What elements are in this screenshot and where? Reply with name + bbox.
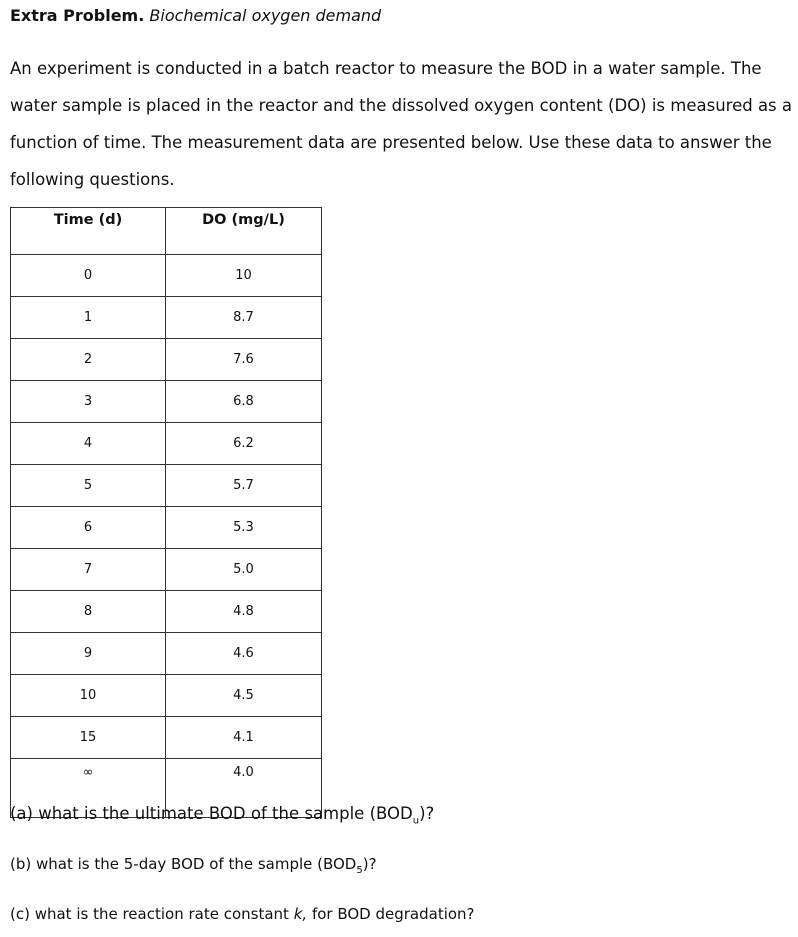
question-a-subscript: u [412,815,420,827]
table-row [11,675,322,717]
time-cell: 3 [11,381,166,423]
question-c [10,903,475,925]
question-a-text: (a) what is the ultimate BOD of the sample (BOD [10,804,413,823]
question-b-end: )? [362,855,377,873]
problem-statement [10,50,793,198]
time-cell: 6 [11,507,166,549]
table-header-row [11,208,322,255]
problem-topic: Biochemical oxygen demand [149,6,382,25]
problem-title [10,6,381,26]
do-cell: 7.6 [166,339,322,381]
do-cell: 4.6 [166,633,322,675]
time-cell: 9 [11,633,166,675]
do-cell: 8.7 [166,297,322,339]
do-cell: 6.8 [166,381,322,423]
do-cell: 4.1 [166,717,322,759]
problem-label: Extra Problem. [10,6,145,25]
do-cell: 10 [166,255,322,297]
question-a [10,803,434,832]
time-cell: 1 [11,297,166,339]
time-cell: 2 [11,339,166,381]
table-row [11,633,322,675]
statement-line: An experiment is conducted in a batch reactor to measure the BOD in a water sample. The [10,59,762,78]
header-time: Time (d) [11,208,166,255]
time-cell: 10 [11,675,166,717]
do-cell: 6.2 [166,423,322,465]
statement-line: function of time. The measurement data are presented below. Use these data to answer the [10,133,772,152]
time-cell: 5 [11,465,166,507]
table-row [11,339,322,381]
do-measurement-table [10,207,322,818]
do-cell: 5.0 [166,549,322,591]
table-row [11,549,322,591]
time-cell: ∞ [11,759,166,818]
question-b-subscript: 5 [356,865,363,876]
table-row [11,591,322,633]
table-row [11,423,322,465]
question-b-text: (b) what is the 5-day BOD of the sample (BOD [10,855,357,873]
statement-line: water sample is placed in the reactor and the dissolved oxygen content (DO) is measured as a [10,96,793,115]
header-do: DO (mg/L) [166,208,322,255]
time-cell: 0 [11,255,166,297]
do-cell: 4.0 [166,759,322,818]
table-row [11,507,322,549]
do-cell: 5.3 [166,507,322,549]
time-cell: 8 [11,591,166,633]
time-cell: 7 [11,549,166,591]
table-row [11,717,322,759]
question-b [10,853,377,882]
time-cell: 15 [11,717,166,759]
table-row [11,465,322,507]
table-row [11,255,322,297]
table-row [11,297,322,339]
question-a-end: )? [419,804,435,823]
statement-line: following questions. [10,170,175,189]
time-cell: 4 [11,423,166,465]
do-cell: 5.7 [166,465,322,507]
question-c-variable: k, [293,905,308,923]
question-c-text: (c) what is the reaction rate constant [10,905,294,923]
table-row [11,381,322,423]
do-cell: 4.5 [166,675,322,717]
question-c-end: for BOD degradation? [307,905,475,923]
do-cell: 4.8 [166,591,322,633]
